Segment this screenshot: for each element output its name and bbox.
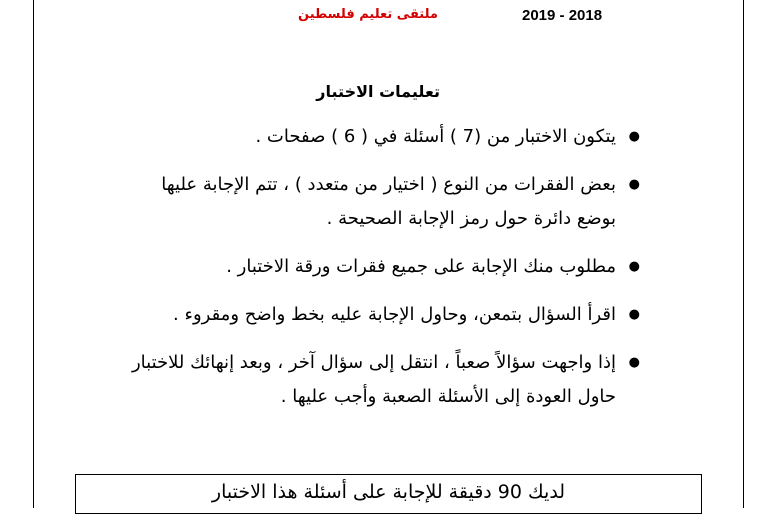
instruction-item bbox=[128, 298, 638, 332]
bullet-icon: ● bbox=[628, 355, 640, 370]
instructions-title: تعليمات الاختبار bbox=[316, 82, 440, 101]
instruction-item bbox=[128, 168, 638, 236]
forum-name: ملتقى تعليم فلسطين bbox=[298, 7, 438, 22]
bullet-icon: ● bbox=[628, 259, 640, 274]
time-note: لديك 90 دقيقة للإجابة على أسئلة هذا الاختبار bbox=[211, 481, 566, 503]
instruction-text: اقرأ السؤال بتمعن، وحاول الإجابة عليه بخط واضح ومقروء . bbox=[173, 304, 616, 325]
bullet-icon: ● bbox=[628, 307, 640, 322]
instruction-item bbox=[128, 120, 638, 154]
instruction-text: بعض الفقرات من النوع ( اختيار من متعدد ) ، تتم الإجابة عليها بوضع دائرة حول رمز الإجابة الصحيحة . bbox=[161, 174, 616, 229]
instruction-item bbox=[128, 250, 638, 284]
instruction-item bbox=[128, 346, 638, 414]
instruction-text: إذا واجهت سؤالاً صعباً ، انتقل إلى سؤال آخر ، وبعد إنهائك للاختبار حاول العودة إلى الأسئلة الصعبة وأجب عليها . bbox=[131, 352, 616, 407]
bullet-icon: ● bbox=[628, 177, 640, 192]
instruction-text: يتكون الاختبار من (7 ) أسئلة في ( 6 ) صفحات . bbox=[255, 126, 616, 147]
instruction-text: مطلوب منك الإجابة على جميع فقرات ورقة الاختبار . bbox=[226, 256, 616, 277]
time-note-box bbox=[75, 474, 702, 514]
instructions-list bbox=[128, 120, 638, 414]
school-year: 2019 - 2018 bbox=[522, 7, 603, 24]
bullet-icon: ● bbox=[628, 129, 640, 144]
